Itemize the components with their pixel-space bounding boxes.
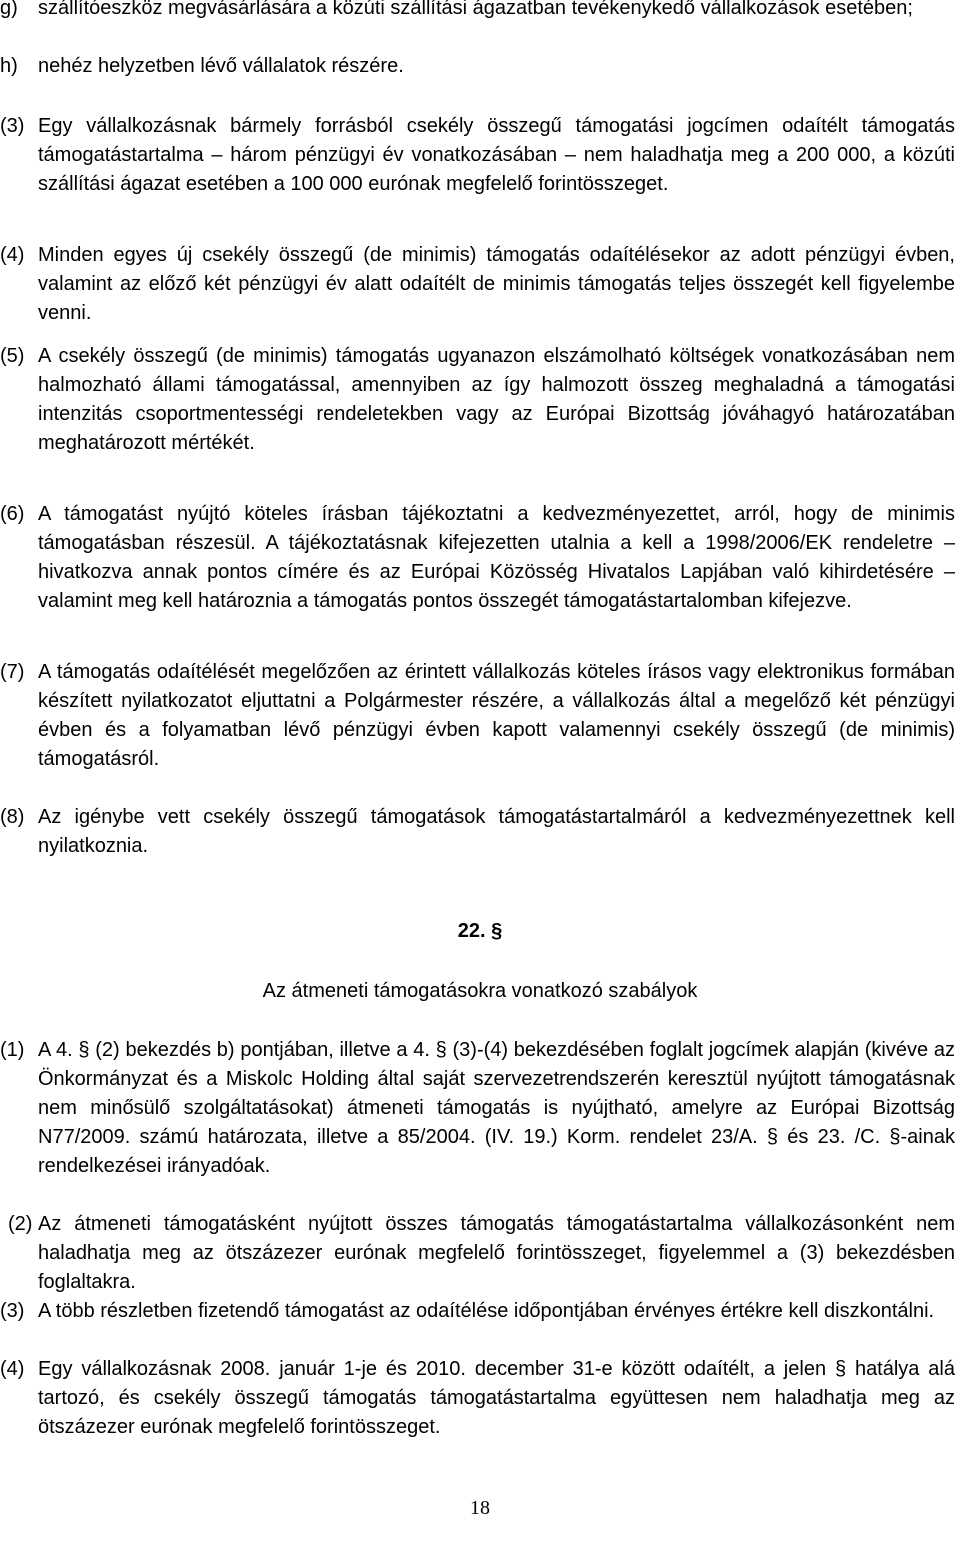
paragraph-text: Minden egyes új csekély összegű (de minimis) támogatás odaítélésekor az adott pénzügyi évben, valamint az előző két pénzügyi év alatt odaítélt de minimis támogatás teljes összegét kell figyelembe venni. (38, 244, 955, 324)
paragraph-22-3 (0, 1297, 955, 1326)
paragraph-number: (8) (0, 806, 25, 828)
paragraph-number: (4) (0, 244, 25, 266)
paragraph-number: (6) (0, 503, 25, 525)
paragraph-number: (7) (0, 661, 25, 683)
paragraph-text: Egy vállalkozásnak bármely forrásból csekély összegű támogatási jogcímen odaítélt támogatás támogatástartalma – három pénzügyi év vonatkozásában – nem haladhatja meg a 200 000, a közúti szállítási ágazat esetében a 100 000 eurónak megfelelő forintösszeget. (38, 115, 955, 195)
paragraph-text: A támogatást nyújtó köteles írásban tájékoztatni a kedvezményezettet, arról, hogy de minimis támogatásban részesül. A tájékoztatásnak kifejezetten utalnia a kell a 1998/2006/EK rendeletre – hivatkozva annak pontos címére és az Európai Közösség Hivatalos Lapjában való kihirdetésére – valamint meg kell határoznia a támogatás pontos összegét támogatástartalomban kifejezve. (38, 503, 955, 612)
paragraph-21-3 (0, 112, 955, 199)
paragraph-22-1 (0, 1036, 955, 1181)
paragraph-text: Az átmeneti támogatásként nyújtott összes támogatás támogatástartalma vállalkozásonként nem haladhatja meg az ötszázezer eurónak megfelelő forintösszeget, figyelemmel a (3) bekezdésben foglaltakra. (38, 1213, 955, 1293)
paragraph-21-8 (0, 803, 955, 861)
list-item-h (0, 52, 930, 81)
paragraph-number: (4) (0, 1358, 25, 1380)
paragraph-21-6 (0, 500, 955, 616)
paragraph-text: A több részletben fizetendő támogatást az odaítélése időpontjában érvényes értékre kell diszkontálni. (38, 1300, 935, 1322)
paragraph-number: (3) (0, 115, 25, 137)
list-label-g: g) (0, 0, 18, 19)
list-text-g: szállítóeszköz megvásárlására a közúti szállítási ágazatban tevékenykedő vállalkozások esetében; (38, 0, 913, 19)
paragraph-number: (2) (8, 1213, 33, 1235)
paragraph-21-4 (0, 241, 955, 328)
section-title: Az átmeneti támogatásokra vonatkozó szabályok (262, 980, 698, 1002)
paragraph-number: (5) (0, 345, 25, 367)
paragraph-21-7 (0, 658, 955, 774)
paragraph-text: Az igénybe vett csekély összegű támogatások támogatástartalmáról a kedvezményezettnek kell nyilatkoznia. (38, 806, 955, 857)
paragraph-number: (3) (0, 1300, 25, 1322)
paragraph-number: (1) (0, 1039, 25, 1061)
paragraph-text: A támogatás odaítélését megelőzően az érintett vállalkozás köteles írásos vagy elektronikus formában készített nyilatkozatot eljuttatni a Polgármester részére, a vállalkozás által a megelőző két pénzügyi évben és a folyamatban lévő pénzügyi évben kapott valamennyi csekély összegű (de minimis) támogatásról. (38, 661, 955, 770)
page-number: 18 (470, 1497, 490, 1519)
paragraph-21-5 (0, 342, 955, 458)
paragraph-text: A 4. § (2) bekezdés b) pontjában, illetve a 4. § (3)-(4) bekezdésében foglalt jogcímek alapján (kivéve az Önkormányzat és a Miskolc Holding által saját szervezetrendszerén keresztül nyújtott támogatásnak nem minősülő szolgáltatásokat) átmeneti támogatás is nyújtható, amelyre az Európai Bizottság N77/2009. számú határozata, illetve a 85/2004. (IV. 19.) Korm. rendelet 23/A. § és 23. /C. §-ainak rendelkezései irányadóak. (38, 1039, 955, 1177)
paragraph-text: A csekély összegű (de minimis) támogatás ugyanazon elszámolható költségek vonatkozásában nem halmozható állami támogatással, amennyiben az így halmozott összeg meghaladná a támogatási intenzitás csoportmentességi rendeletekben vagy az Európai Bizottság jóváhagyó határozatában meghatározott mértékét. (38, 345, 955, 454)
paragraph-text: Egy vállalkozásnak 2008. január 1-je és 2010. december 31-e között odaítélt, a jelen § hatálya alá tartozó, és csekély összegű támogatás támogatástartalma együttesen nem haladhatja meg az ötszázezer eurónak megfelelő forintösszeget. (38, 1358, 955, 1438)
list-text-h: nehéz helyzetben lévő vállalatok részére. (38, 55, 404, 77)
list-item-g (0, 0, 930, 23)
section-heading: 22. § (457, 920, 503, 942)
paragraph-22-4 (0, 1355, 955, 1442)
list-label-h: h) (0, 55, 18, 77)
paragraph-22-2 (8, 1210, 955, 1297)
